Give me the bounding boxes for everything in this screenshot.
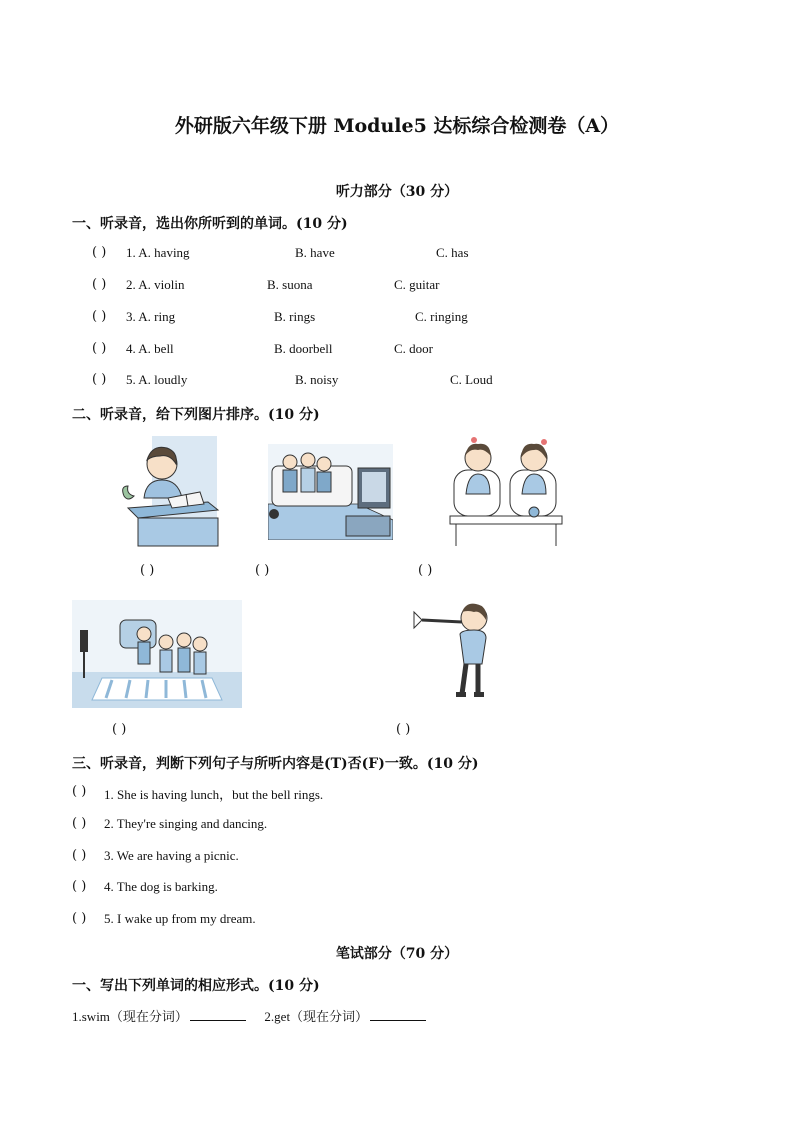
- option-c: C. ringing: [415, 309, 468, 324]
- answer-blank[interactable]: [190, 1008, 246, 1021]
- picture-answer-paren[interactable]: ( ): [255, 563, 270, 578]
- answer-paren[interactable]: ( ): [72, 848, 87, 863]
- statement-text: 4. The dog is barking.: [104, 879, 218, 894]
- option-c: C. Loud: [450, 372, 493, 387]
- picture-answer-paren[interactable]: ( ): [112, 722, 127, 737]
- option-a: 3. A. ring: [126, 309, 176, 324]
- option-b: B. suona: [267, 277, 313, 292]
- answer-paren[interactable]: ( ): [72, 816, 87, 831]
- answer-paren[interactable]: ( ): [92, 277, 107, 292]
- children-crossing-street-icon: [72, 600, 242, 708]
- answer-paren[interactable]: ( ): [72, 879, 87, 894]
- written1-heading: 一、写出下列单词的相应形式。(10 分): [72, 978, 320, 994]
- written1-question-row: [72, 1006, 426, 1025]
- option-b: B. have: [295, 245, 335, 260]
- option-a: 2. A. violin: [126, 277, 185, 292]
- page-title: 外研版六年级下册 Module5 达标综合检测卷（A）: [174, 115, 620, 137]
- written1-q1-label: 1.swim（现在分词）: [72, 1009, 188, 1024]
- written1-q2-label: 2.get（现在分词）: [264, 1009, 369, 1024]
- answer-paren[interactable]: ( ): [92, 309, 107, 324]
- answer-paren[interactable]: ( ): [92, 372, 107, 387]
- two-girls-sitting-icon: [446, 436, 566, 548]
- part2-heading: 二、听录音，给下列图片排序。(10 分): [72, 407, 320, 423]
- option-a: 4. A. bell: [126, 341, 174, 356]
- answer-blank[interactable]: [370, 1008, 426, 1021]
- statement-text: 3. We are having a picnic.: [104, 848, 239, 863]
- writing-section-header: 笔试部分（70 分）: [335, 946, 459, 962]
- option-c: C. has: [436, 245, 469, 260]
- family-watching-tv-icon: [268, 444, 393, 540]
- picture-answer-paren[interactable]: ( ): [396, 722, 411, 737]
- statement-text: 5. I wake up from my dream.: [104, 911, 256, 926]
- boy-reading-icon: [112, 436, 222, 548]
- option-b: B. doorbell: [274, 341, 333, 356]
- statement-text: 2. They're singing and dancing.: [104, 816, 268, 831]
- answer-paren[interactable]: ( ): [72, 911, 87, 926]
- answer-paren[interactable]: ( ): [72, 784, 87, 799]
- picture-answer-paren[interactable]: ( ): [140, 563, 155, 578]
- answer-paren[interactable]: ( ): [92, 341, 107, 356]
- statement-text: 1. She is having lunch，but the bell rings.: [104, 787, 324, 802]
- part3-heading: 三、听录音，判断下列句子与所听内容是(T)否(F)一致。(10 分): [72, 756, 479, 772]
- option-a: 1. A. having: [126, 245, 190, 260]
- part1-heading: 一、听录音，选出你所听到的单词。(10 分): [72, 216, 348, 232]
- listening-section-header: 听力部分（30 分）: [335, 184, 459, 200]
- picture-answer-paren[interactable]: ( ): [418, 563, 433, 578]
- boy-playing-trumpet-icon: [412, 598, 498, 702]
- option-b: B. rings: [274, 309, 316, 324]
- option-c: C. guitar: [394, 277, 440, 292]
- option-c: C. door: [394, 341, 433, 356]
- option-b: B. noisy: [295, 372, 339, 387]
- answer-paren[interactable]: ( ): [92, 245, 107, 260]
- option-a: 5. A. loudly: [126, 372, 188, 387]
